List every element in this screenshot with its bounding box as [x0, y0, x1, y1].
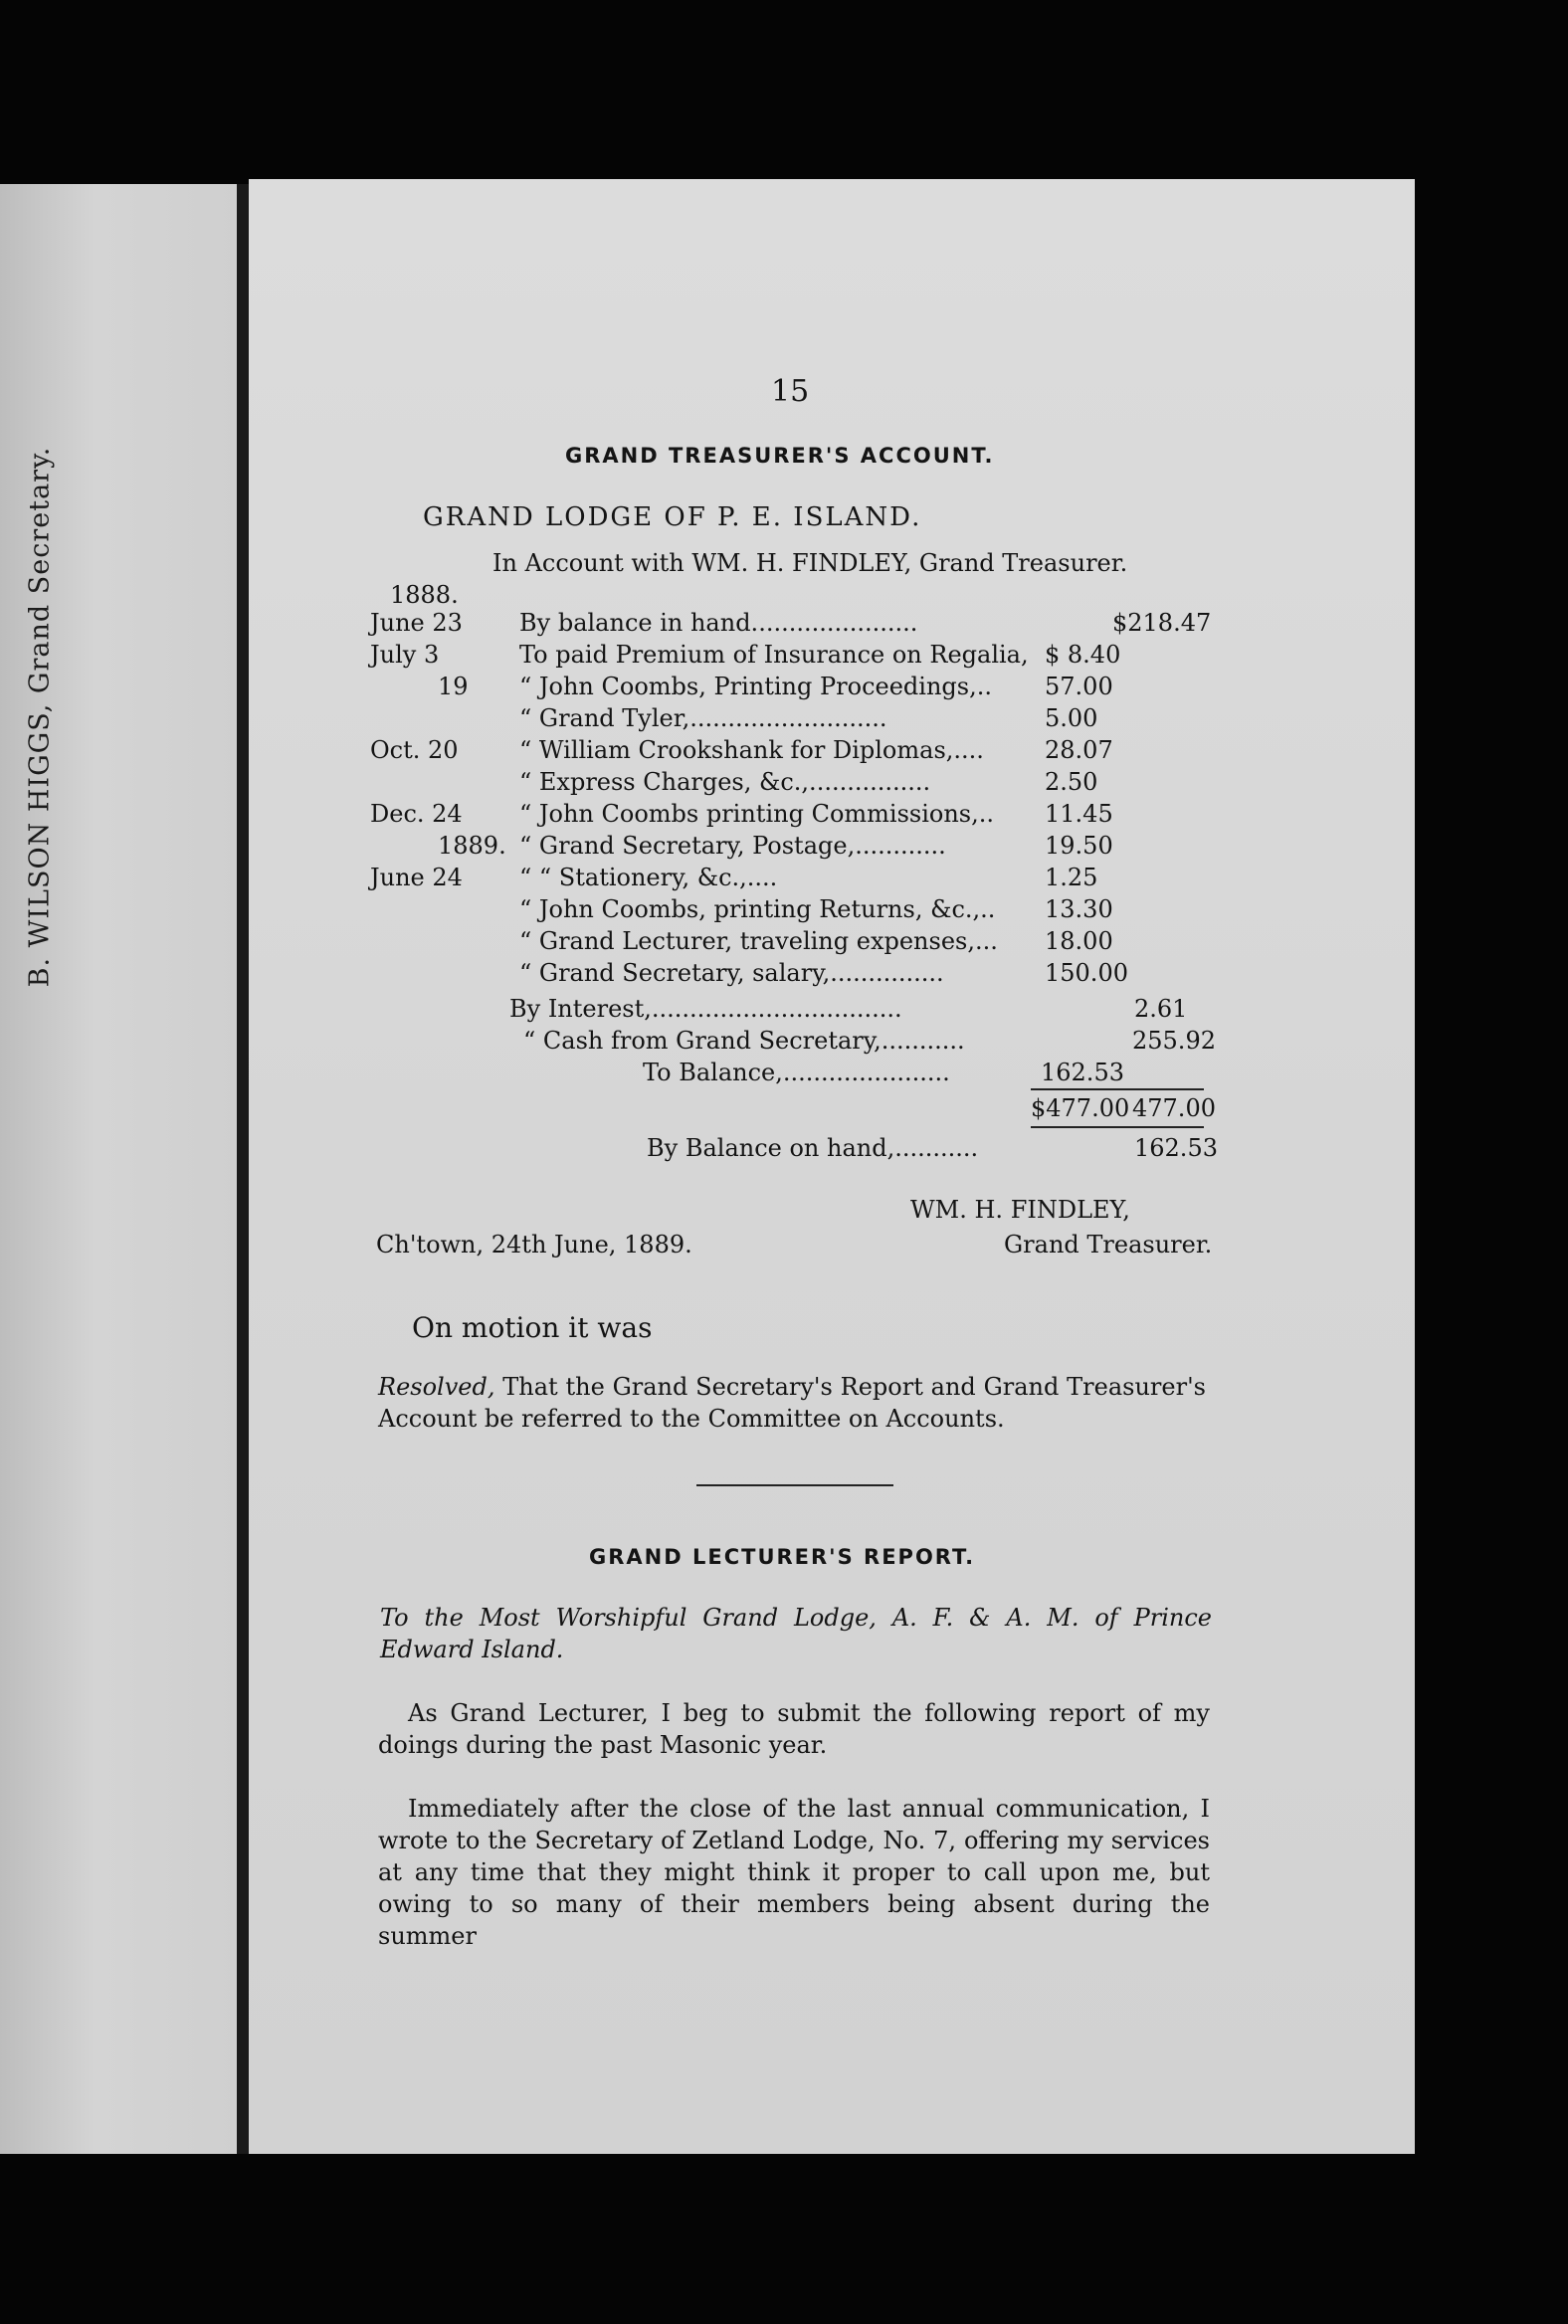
ledger-credit: $218.47 [1112, 609, 1212, 637]
total-column-1: $477.00 [1031, 1094, 1130, 1122]
ledger-description: To paid Premium of Insurance on Regalia, [519, 641, 1029, 669]
ledger-description: “ John Coombs, printing Returns, &c.,.. [519, 895, 996, 923]
resolved-word: Resolved, [378, 1373, 495, 1401]
resolved-paragraph [378, 1371, 1206, 1435]
ledger-description: “ Express Charges, &c.,................ [519, 768, 931, 796]
ledger-debit: 18.00 [1045, 927, 1113, 955]
ledger-description: “ “ Stationery, &c.,.... [519, 864, 778, 891]
by-balance-label: By Balance on hand,........... [647, 1134, 979, 1162]
by-balance-amount: 162.53 [1134, 1134, 1218, 1162]
cash-label: “ Cash from Grand Secretary,........... [523, 1027, 965, 1055]
lecturer-para-2: Immediately after the close of the last annual communication, I wrote to the Secretary of Zetland Lodge, No. 7, offering my services at any time that they might think it proper to call upon me, but owing to so many of their members being absent during the summer [378, 1795, 1210, 1950]
sidebar-vertical-text: B. WILSON HIGGS, Grand Secretary. [24, 446, 56, 988]
lecturer-heading: GRAND LECTURER'S REPORT. [589, 1545, 976, 1569]
lodge-title: GRAND LODGE OF P. E. ISLAND. [423, 502, 922, 532]
total-rule-top [1031, 1088, 1204, 1090]
ledger-debit: 19.50 [1045, 832, 1113, 860]
ledger-description: “ Grand Lecturer, traveling expenses,... [519, 927, 998, 955]
lecturer-address: To the Most Worshipful Grand Lodge, A. F. & A. M. of Prince Edward Island. [380, 1604, 1212, 1663]
ledger-debit: 28.07 [1045, 736, 1113, 764]
total-rule-bottom [1031, 1126, 1204, 1128]
ledger-date: 1889. [438, 832, 506, 860]
ledger-debit: 5.00 [1045, 704, 1098, 732]
place-date: Ch'town, 24th June, 1889. [376, 1231, 692, 1259]
page-number: 15 [771, 374, 810, 409]
section-divider [696, 1484, 893, 1486]
left-page-edge [0, 184, 237, 2154]
ledger-debit: 2.50 [1045, 768, 1098, 796]
ledger-debit: 11.45 [1045, 800, 1113, 828]
ledger-debit: 57.00 [1045, 673, 1113, 700]
signer-name: WM. H. FINDLEY, [910, 1196, 1130, 1224]
ledger-date: June 23 [370, 609, 463, 637]
interest-label: By Interest,................................. [509, 995, 902, 1023]
ledger-date: Oct. 20 [370, 736, 459, 764]
motion-intro: On motion it was [412, 1311, 653, 1344]
page-gutter [237, 184, 249, 2154]
ledger-debit: 1.25 [1045, 864, 1098, 891]
ledger-date: Dec. 24 [370, 800, 463, 828]
ledger-description: “ John Coombs printing Commissions,.. [519, 800, 994, 828]
year-1888: 1888. [390, 581, 459, 609]
ledger-date: July 3 [370, 641, 440, 669]
treasurer-heading: GRAND TREASURER'S ACCOUNT. [565, 444, 995, 468]
ledger-debit: 150.00 [1045, 959, 1128, 987]
signer-title: Grand Treasurer. [1004, 1231, 1213, 1259]
to-balance-amount: 162.53 [1041, 1059, 1124, 1086]
resolved-text: That the Grand Secretary's Report and Grand Treasurer's Account be referred to the Committee on Accounts. [378, 1373, 1206, 1433]
lecturer-para-1: As Grand Lecturer, I beg to submit the following report of my doings during the past Masonic year. [378, 1699, 1210, 1759]
ledger-date: 19 [438, 673, 469, 700]
ledger-description: “ Grand Secretary, salary,............... [519, 959, 944, 987]
ledger-debit: 13.30 [1045, 895, 1113, 923]
cash-amount: 255.92 [1132, 1027, 1216, 1055]
ledger-description: “ Grand Tyler,.......................... [519, 704, 887, 732]
ledger-description: By balance in hand...................... [519, 609, 918, 637]
ledger-debit: $ 8.40 [1045, 641, 1121, 669]
ledger-date: June 24 [370, 864, 463, 891]
ledger-description: “ Grand Secretary, Postage,............ [519, 832, 946, 860]
in-account-line: In Account with WM. H. FINDLEY, Grand Treasurer. [492, 549, 1128, 577]
total-column-2: 477.00 [1132, 1094, 1216, 1122]
ledger-description: “ John Coombs, Printing Proceedings,.. [519, 673, 992, 700]
interest-amount: 2.61 [1134, 995, 1188, 1023]
ledger-description: “ William Crookshank for Diplomas,.... [519, 736, 984, 764]
to-balance-label: To Balance,...................... [643, 1059, 950, 1086]
